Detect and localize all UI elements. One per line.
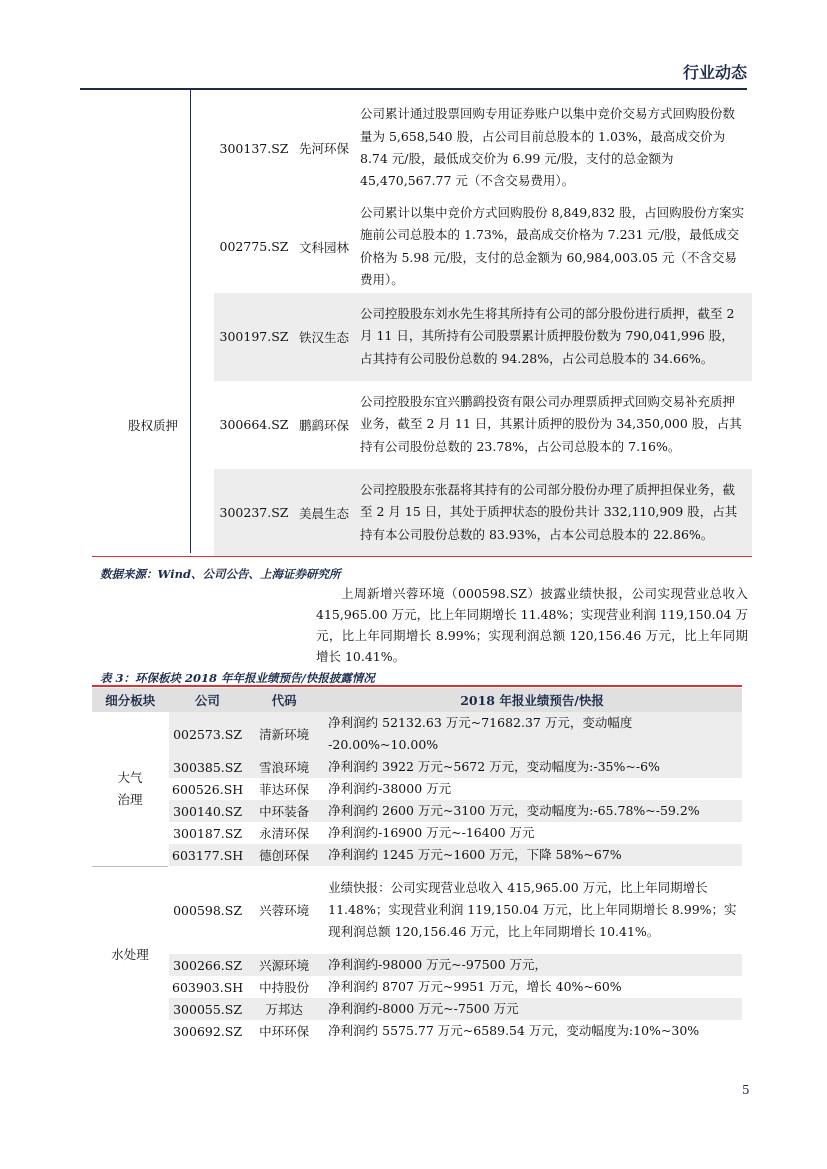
- forecast-text: 业绩快报：公司实现营业总收入 415,965.00 万元，比上年同期增长 11.48%；实现营业利润 119,150.04 万元，比上年同期增长 8.99%；实现利润总额 120,156.46 万元，比上年同期增长 10.41%。: [328, 880, 737, 939]
- caption-divider: [92, 685, 742, 687]
- company-name: 雪浪环境: [246, 756, 322, 778]
- forecast-text: 净利润约 52132.63 万元~71682.37 万元，变动幅度 -20.00%~10.00%: [322, 712, 742, 756]
- category-cell: [92, 95, 214, 201]
- company-name: 中环环保: [259, 1024, 310, 1039]
- forecast-text: 净利润约-98000 万元~-97500 万元，: [322, 954, 742, 976]
- company-name: 先河环保: [298, 141, 349, 156]
- table-row: [92, 469, 752, 557]
- event-description: 公司累计通过股票回购专用证券账户以集中竞价交易方式回购股份数量为 5,658,540 股，占公司目前总股本的 1.03%，最高成交价为 8.74 元/股，最低成交价为 6.99 元/股，支付的总金额为 45,470,567.77 元（不含交易费用）。: [360, 106, 736, 189]
- company-name: 文科园林: [298, 239, 349, 255]
- earnings-table: [92, 688, 742, 1042]
- table-row: [92, 844, 742, 866]
- sector-label: 水处理: [92, 866, 169, 1042]
- header-divider: [80, 88, 747, 90]
- company-name: 中环装备: [246, 800, 322, 822]
- company-name: 德创环保: [246, 844, 322, 866]
- pledge-table: [92, 95, 752, 557]
- table-row: [92, 1020, 742, 1042]
- stock-code: 600526.SH: [172, 781, 244, 797]
- table-row: [92, 381, 752, 469]
- header-company: 公司: [169, 688, 247, 712]
- stock-code: 300187.SZ: [173, 825, 243, 841]
- company-name: 万邦达: [246, 998, 322, 1020]
- company-name: 菲达环保: [259, 782, 310, 797]
- table-row: [92, 976, 742, 998]
- stock-code: 300692.SZ: [173, 1023, 243, 1039]
- table-row: [92, 201, 752, 293]
- header-code: 代码: [246, 688, 322, 712]
- stock-code: 000598.SZ: [173, 902, 243, 918]
- stock-code: 300385.SZ: [169, 756, 247, 778]
- body-paragraph: 上周新增兴蓉环境（000598.SZ）披露业绩快报，公司实现营业总收入 415,965.00 万元，比上年同期增长 11.48%；实现营业利润 119,150.04 万元，比上年同期增长 8.99%；实现利润总额 120,156.46 万元，比上年同期增长 10.41%。: [316, 586, 748, 664]
- table-row: [92, 866, 742, 954]
- stock-code: 300664.SZ: [219, 417, 289, 433]
- event-description: 公司控股股东刘水先生将其所持有公司的部分股份进行质押，截至 2 月 11 日，其所持有公司股票累计质押股份数为 790,041,996 股，占其持有公司股份总数的 94.28%，占公司总股本的 34.66%。: [354, 293, 752, 381]
- section-title: 行业动态: [682, 63, 747, 82]
- forecast-text: 净利润约 1245 万元~1600 万元，下降 58%~67%: [322, 844, 742, 866]
- forecast-text: 净利润约 8707 万元~9951 万元，增长 40%~60%: [328, 979, 622, 994]
- table-row: [92, 712, 742, 756]
- forecast-text: 净利润约-16900 万元~-16400 万元: [328, 825, 535, 840]
- stock-code: 002775.SZ: [219, 239, 289, 255]
- company-name: 清新环境: [246, 712, 322, 756]
- data-source-note: 数据来源：Wind、公司公告、上海证券研究所: [100, 567, 341, 581]
- category-cell: [92, 201, 214, 293]
- forecast-text: 净利润约 2600 万元~3100 万元，变动幅度为:-65.78%~-59.2%: [322, 800, 742, 822]
- event-description: 公司控股股东张磊将其持有的公司部分股份办理了质押担保业务，截至 2 月 15 日，其处于质押状态的股份共计 332,110,909 股，占其持有本公司股份总数的 83.93%，占本公司总股本的 22.86%。: [354, 469, 752, 557]
- forecast-text: 净利润约-38000 万元: [328, 781, 452, 796]
- stock-code: 300197.SZ: [214, 293, 294, 381]
- source-divider: [92, 556, 752, 557]
- table-row: [92, 998, 742, 1020]
- company-name: 美晨生态: [294, 469, 354, 557]
- event-description: 公司累计以集中竞价方式回购股份 8,849,832 股，占回购股份方案实施前公司总股本的 1.73%，最高成交价格为 7.231 元/股，最低成交价格为 5.98 元/股，支付的总金额为 60,984,003.05 元（不含交易费用）。: [360, 205, 745, 288]
- stock-code: 300237.SZ: [214, 469, 294, 557]
- header-sector: 细分板块: [92, 688, 169, 712]
- table-row: [92, 822, 742, 844]
- company-name: 中持股份: [259, 980, 310, 995]
- sector-label: 大气 治理: [92, 712, 169, 866]
- stock-code: 300055.SZ: [169, 998, 247, 1020]
- stock-code: 603903.SH: [172, 979, 244, 995]
- forecast-text: 净利润约-8000 万元~-7500 万元: [322, 998, 742, 1020]
- table-row: [92, 800, 742, 822]
- table-caption: 表 3：环保板块 2018 年年报业绩预告/快报披露情况: [100, 671, 375, 685]
- table-row: [92, 756, 742, 778]
- company-name: 永清环保: [259, 826, 310, 841]
- header-forecast: 2018 年报业绩预告/快报: [322, 688, 742, 712]
- page-number: 5: [742, 1083, 750, 1097]
- stock-code: 300266.SZ: [169, 954, 247, 976]
- table-row: [92, 778, 742, 800]
- company-name: 鹏鹞环保: [298, 417, 349, 433]
- category-label: 股权质押: [127, 417, 178, 433]
- forecast-text: 净利润约 5575.77 万元~6589.54 万元，变动幅度为:10%~30%: [328, 1023, 700, 1038]
- category-cell: [92, 469, 214, 557]
- stock-code: 300140.SZ: [169, 800, 247, 822]
- stock-code: 300137.SZ: [219, 140, 289, 156]
- table-row: [92, 95, 752, 201]
- table-row: [92, 954, 742, 976]
- table-row: [92, 293, 752, 381]
- company-name: 铁汉生态: [294, 293, 354, 381]
- company-name: 兴源环境: [246, 954, 322, 976]
- forecast-text: 净利润约 3922 万元~5672 万元，变动幅度为:-35%~-6%: [322, 756, 742, 778]
- company-name: 兴蓉环境: [259, 903, 310, 918]
- stock-code: 002573.SZ: [169, 712, 247, 756]
- table-header-row: [92, 688, 742, 712]
- stock-code: 603177.SH: [169, 844, 247, 866]
- category-cell: [92, 293, 214, 381]
- event-description: 公司控股股东宜兴鹏鹞投资有限公司办理票质押式回购交易补充质押业务，截至 2 月 11 日，其累计质押的股份为 34,350,000 股，占其持有公司股份总数的 23.78%，占公司总股本的 7.16%。: [360, 394, 742, 454]
